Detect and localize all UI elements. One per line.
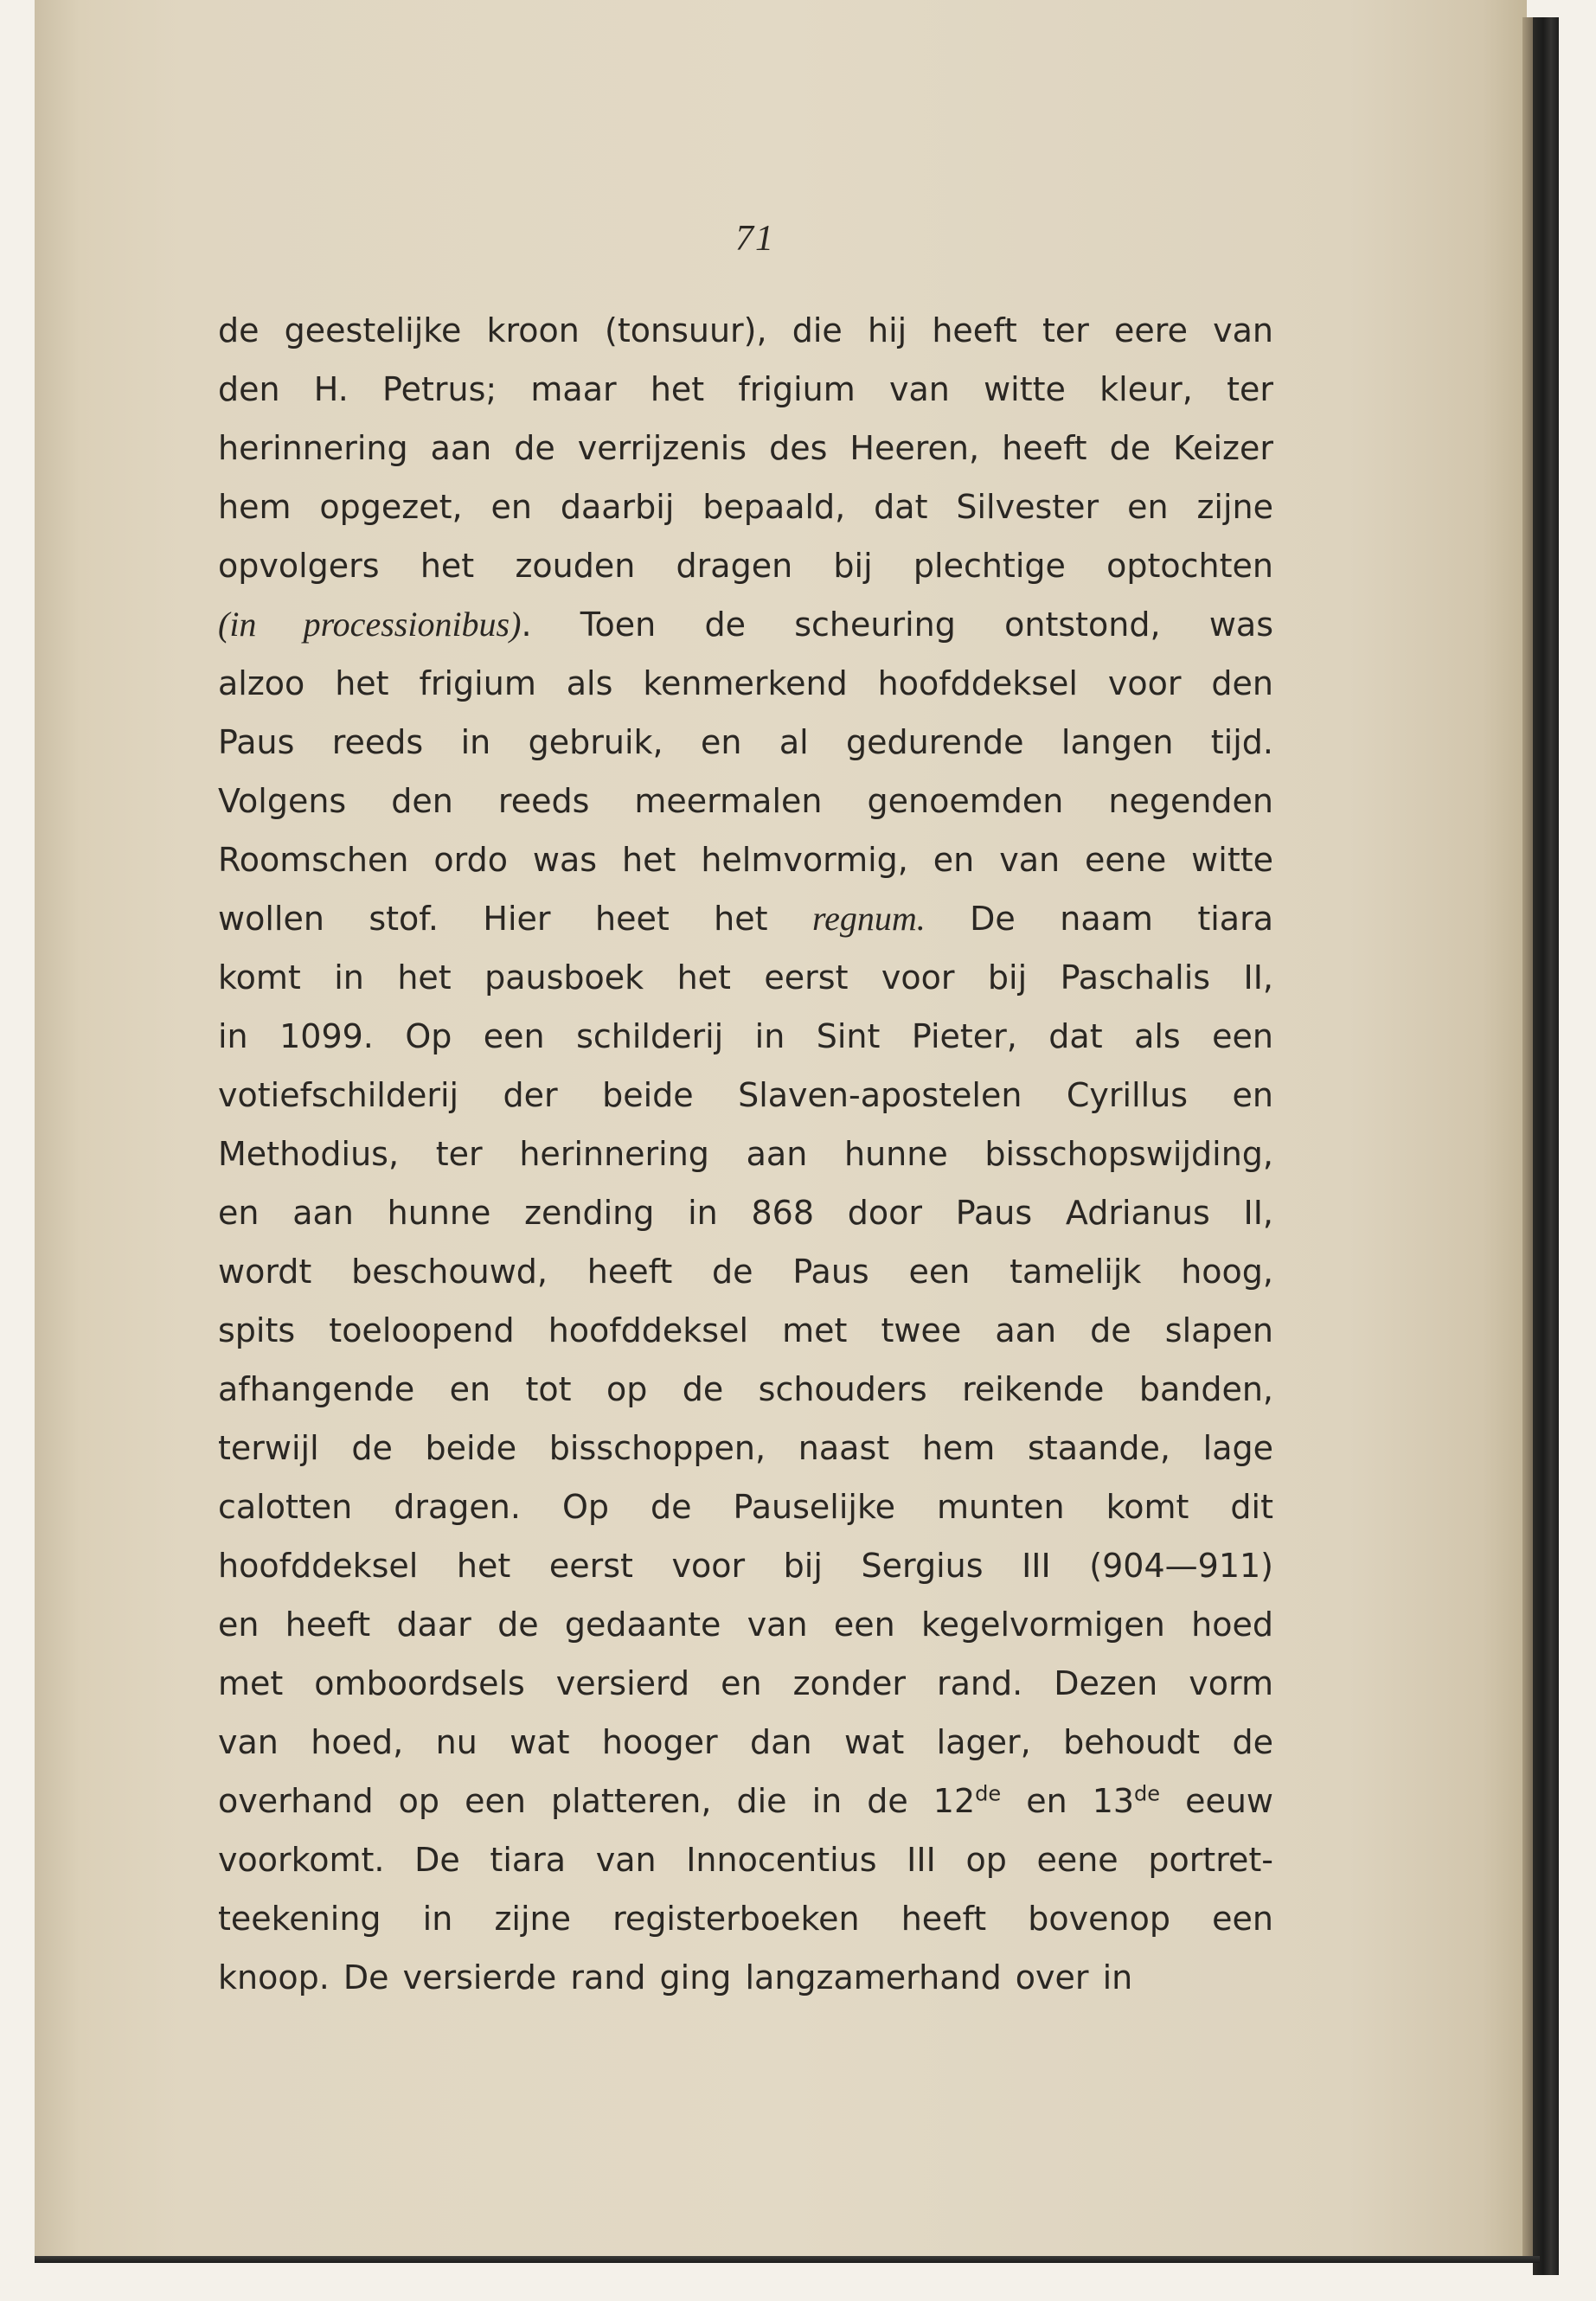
text-line xyxy=(218,1536,1273,1595)
text-run: voorkomt. De tiara van Innocentius III op eene portret- xyxy=(218,1841,1273,1879)
text-run: van hoed, nu wat hooger dan wat lager, behoudt de xyxy=(218,1723,1273,1761)
book-bottom-edge xyxy=(35,2256,1540,2263)
text-run: knoop. De versierde rand ging langzamerhand over in xyxy=(218,1958,1133,1997)
text-run: votiefschilderij der beide Slaven-apostelen Cyrillus en xyxy=(218,1076,1273,1114)
page-edge-shadow xyxy=(1522,17,1533,2258)
text-line xyxy=(218,772,1273,830)
text-run: terwijl de beide bisschoppen, naast hem staande, lage xyxy=(218,1429,1273,1467)
text-run: opvolgers het zouden dragen bij plechtige optochten xyxy=(218,547,1273,585)
text-run: De naam tiara xyxy=(925,900,1273,938)
book-binding-edge xyxy=(1533,17,1559,2275)
page-number: 71 xyxy=(735,219,775,259)
italic-phrase: regnum. xyxy=(811,899,926,938)
text-line xyxy=(218,595,1273,654)
text-run: Methodius, ter herinnering aan hunne bisschopswijding, xyxy=(218,1135,1273,1173)
text-line xyxy=(218,1066,1273,1125)
body-text xyxy=(218,301,1273,2007)
text-line xyxy=(218,360,1273,419)
text-line xyxy=(218,1654,1273,1713)
text-line xyxy=(218,536,1273,595)
text-run: Paus reeds in gebruik, en al gedurende langen tijd. xyxy=(218,723,1273,761)
text-line xyxy=(218,1713,1273,1772)
text-run: teekening in zijne registerboeken heeft bovenop een xyxy=(218,1900,1273,1938)
text-run: en aan hunne zending in 868 door Paus Adrianus II, xyxy=(218,1194,1273,1232)
text-line xyxy=(218,1772,1273,1830)
text-run: komt in het pausboek het eerst voor bij Paschalis II, xyxy=(218,958,1273,997)
text-line xyxy=(218,419,1273,478)
text-run: hoofddeksel het eerst voor bij Sergius III (904—911) xyxy=(218,1547,1273,1585)
text-run: afhangende en tot op de schouders reikende banden, xyxy=(218,1370,1273,1408)
text-run: . Toen de scheuring ontstond, was xyxy=(521,606,1273,644)
text-run: alzoo het frigium als kenmerkend hoofddeksel voor den xyxy=(218,664,1273,702)
text-line xyxy=(218,1301,1273,1360)
text-run: Roomschen ordo was het helmvormig, en van eene witte xyxy=(218,841,1273,879)
text-line xyxy=(218,1183,1273,1242)
text-line xyxy=(218,1360,1273,1419)
text-run: overhand op een platteren, die in de 12 xyxy=(218,1782,976,1820)
text-run: wollen stof. Hier heet het xyxy=(218,900,812,938)
text-line xyxy=(218,1242,1273,1301)
text-run: wordt beschouwd, heeft de Paus een tamelijk hoog, xyxy=(218,1253,1273,1291)
text-line xyxy=(218,478,1273,536)
text-line xyxy=(218,1477,1273,1536)
text-run: de geestelijke kroon (tonsuur), die hij heeft ter eere van xyxy=(218,311,1273,349)
text-run: spits toeloopend hoofddeksel met twee aan de slapen xyxy=(218,1311,1273,1349)
text-run: hem opgezet, en daarbij bepaald, dat Silvester en zijne xyxy=(218,488,1273,526)
text-line xyxy=(218,1948,1273,2007)
text-line xyxy=(218,1125,1273,1183)
text-line xyxy=(218,1419,1273,1477)
italic-phrase: (in processionibus) xyxy=(218,605,522,644)
ordinal-superscript: de xyxy=(975,1781,1002,1806)
text-line xyxy=(218,889,1273,948)
text-run: met omboordsels versierd en zonder rand. Dezen vorm xyxy=(218,1664,1273,1702)
text-line xyxy=(218,1889,1273,1948)
text-line xyxy=(218,1007,1273,1066)
ordinal-superscript: de xyxy=(1134,1781,1161,1806)
text-run: Volgens den reeds meermalen genoemden negenden xyxy=(218,782,1273,820)
text-run: en 13 xyxy=(1001,1782,1135,1820)
text-line xyxy=(218,830,1273,889)
text-run: calotten dragen. Op de Pauselijke munten komt dit xyxy=(218,1488,1273,1526)
text-line xyxy=(218,1595,1273,1654)
text-run: en heeft daar de gedaante van een kegelvormigen hoed xyxy=(218,1606,1273,1644)
text-run: in 1099. Op een schilderij in Sint Pieter, dat als een xyxy=(218,1017,1273,1055)
text-run: eeuw xyxy=(1160,1782,1274,1820)
text-run: den H. Petrus; maar het frigium van witte kleur, ter xyxy=(218,370,1273,408)
text-line xyxy=(218,301,1273,360)
text-line xyxy=(218,948,1273,1007)
text-line xyxy=(218,1830,1273,1889)
text-run: herinnering aan de verrijzenis des Heeren, heeft de Keizer xyxy=(218,429,1273,467)
text-line xyxy=(218,654,1273,713)
text-line xyxy=(218,713,1273,772)
